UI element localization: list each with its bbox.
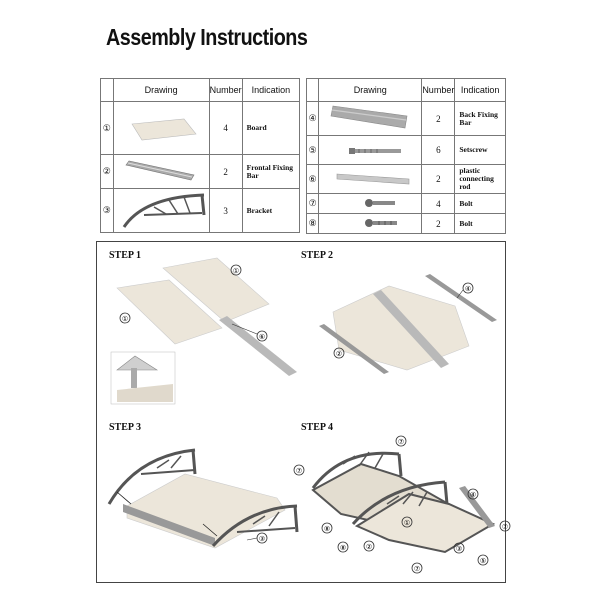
header-number: Number — [422, 79, 455, 102]
setscrew-drawing — [319, 136, 422, 165]
callout-8: ⑧ — [339, 544, 347, 552]
header-indication: Indication — [242, 79, 299, 102]
table-row — [307, 214, 506, 234]
step-4-label: STEP 4 — [301, 422, 333, 433]
callout-7: ⑦ — [413, 565, 421, 573]
table-row — [307, 194, 506, 214]
board-drawing — [113, 102, 209, 155]
callout-2: ② — [335, 350, 343, 358]
step-1-label: STEP 1 — [109, 250, 141, 261]
step-2-label: STEP 2 — [301, 250, 333, 261]
part-indication: Board — [242, 102, 299, 155]
header-drawing: Drawing — [113, 79, 209, 102]
part-indication: Bolt — [455, 214, 506, 234]
callout-1: ① — [232, 267, 240, 275]
part-quantity: 3 — [209, 189, 242, 233]
header-blank — [101, 79, 114, 102]
part-circle-number: ⑦ — [307, 194, 319, 214]
step-3-label: STEP 3 — [109, 422, 141, 433]
back-fixing-bar-drawing — [319, 102, 422, 136]
part-quantity: 4 — [209, 102, 242, 155]
part-quantity: 2 — [209, 155, 242, 189]
table-row — [307, 165, 506, 194]
step-1-diagram — [111, 258, 297, 404]
part-circle-number: ⑥ — [307, 165, 319, 194]
callout-7: ⑦ — [397, 438, 405, 446]
header-indication: Indication — [455, 79, 506, 102]
parts-table-right — [306, 78, 506, 234]
step-3-diagram — [109, 450, 297, 548]
assembly-diagrams — [97, 242, 509, 582]
bracket-drawing — [113, 189, 209, 233]
assembly-steps-panel — [96, 241, 509, 583]
bolt-drawing — [319, 194, 422, 214]
part-indication: Bracket — [242, 189, 299, 233]
header-blank — [307, 79, 319, 102]
callout-4: ④ — [469, 491, 477, 499]
part-indication: Setscrew — [455, 136, 506, 165]
part-quantity: 4 — [422, 194, 455, 214]
page-title: Assembly Instructions — [106, 24, 308, 50]
table-row — [101, 102, 300, 155]
part-quantity: 2 — [422, 165, 455, 194]
callout-6: ⑥ — [258, 333, 266, 341]
part-quantity: 6 — [422, 136, 455, 165]
part-indication: Frontal Fixing Bar — [242, 155, 299, 189]
callout-2: ② — [365, 543, 373, 551]
parts-table-left — [100, 78, 300, 233]
header-number: Number — [209, 79, 242, 102]
step-2-diagram — [319, 274, 497, 374]
table-row — [307, 102, 506, 136]
callout-7: ⑦ — [501, 523, 509, 531]
part-circle-number: ⑧ — [307, 214, 319, 234]
part-circle-number: ② — [101, 155, 114, 189]
callout-1: ① — [121, 315, 129, 323]
table-row — [307, 136, 506, 165]
part-circle-number: ④ — [307, 102, 319, 136]
callout-3: ③ — [258, 535, 266, 543]
part-circle-number: ⑤ — [307, 136, 319, 165]
callout-3: ③ — [455, 545, 463, 553]
callout-7: ⑦ — [295, 467, 303, 475]
part-indication: Back Fixing Bar — [455, 102, 506, 136]
plastic-connecting-rod-drawing — [319, 165, 422, 194]
part-quantity: 2 — [422, 102, 455, 136]
callout-4: ④ — [464, 285, 472, 293]
frontal-fixing-bar-drawing — [113, 155, 209, 189]
table-row — [101, 155, 300, 189]
part-indication: plastic connecting rod — [455, 165, 506, 194]
part-circle-number: ③ — [101, 189, 114, 233]
part-quantity: 2 — [422, 214, 455, 234]
step-4-diagram — [294, 436, 510, 573]
part-indication: Bolt — [455, 194, 506, 214]
callout-5: ⑤ — [479, 557, 487, 565]
callout-1: ① — [403, 519, 411, 527]
header-drawing: Drawing — [319, 79, 422, 102]
part-circle-number: ① — [101, 102, 114, 155]
callout-8: ⑧ — [323, 525, 331, 533]
bolt-drawing — [319, 214, 422, 234]
table-row — [101, 189, 300, 233]
